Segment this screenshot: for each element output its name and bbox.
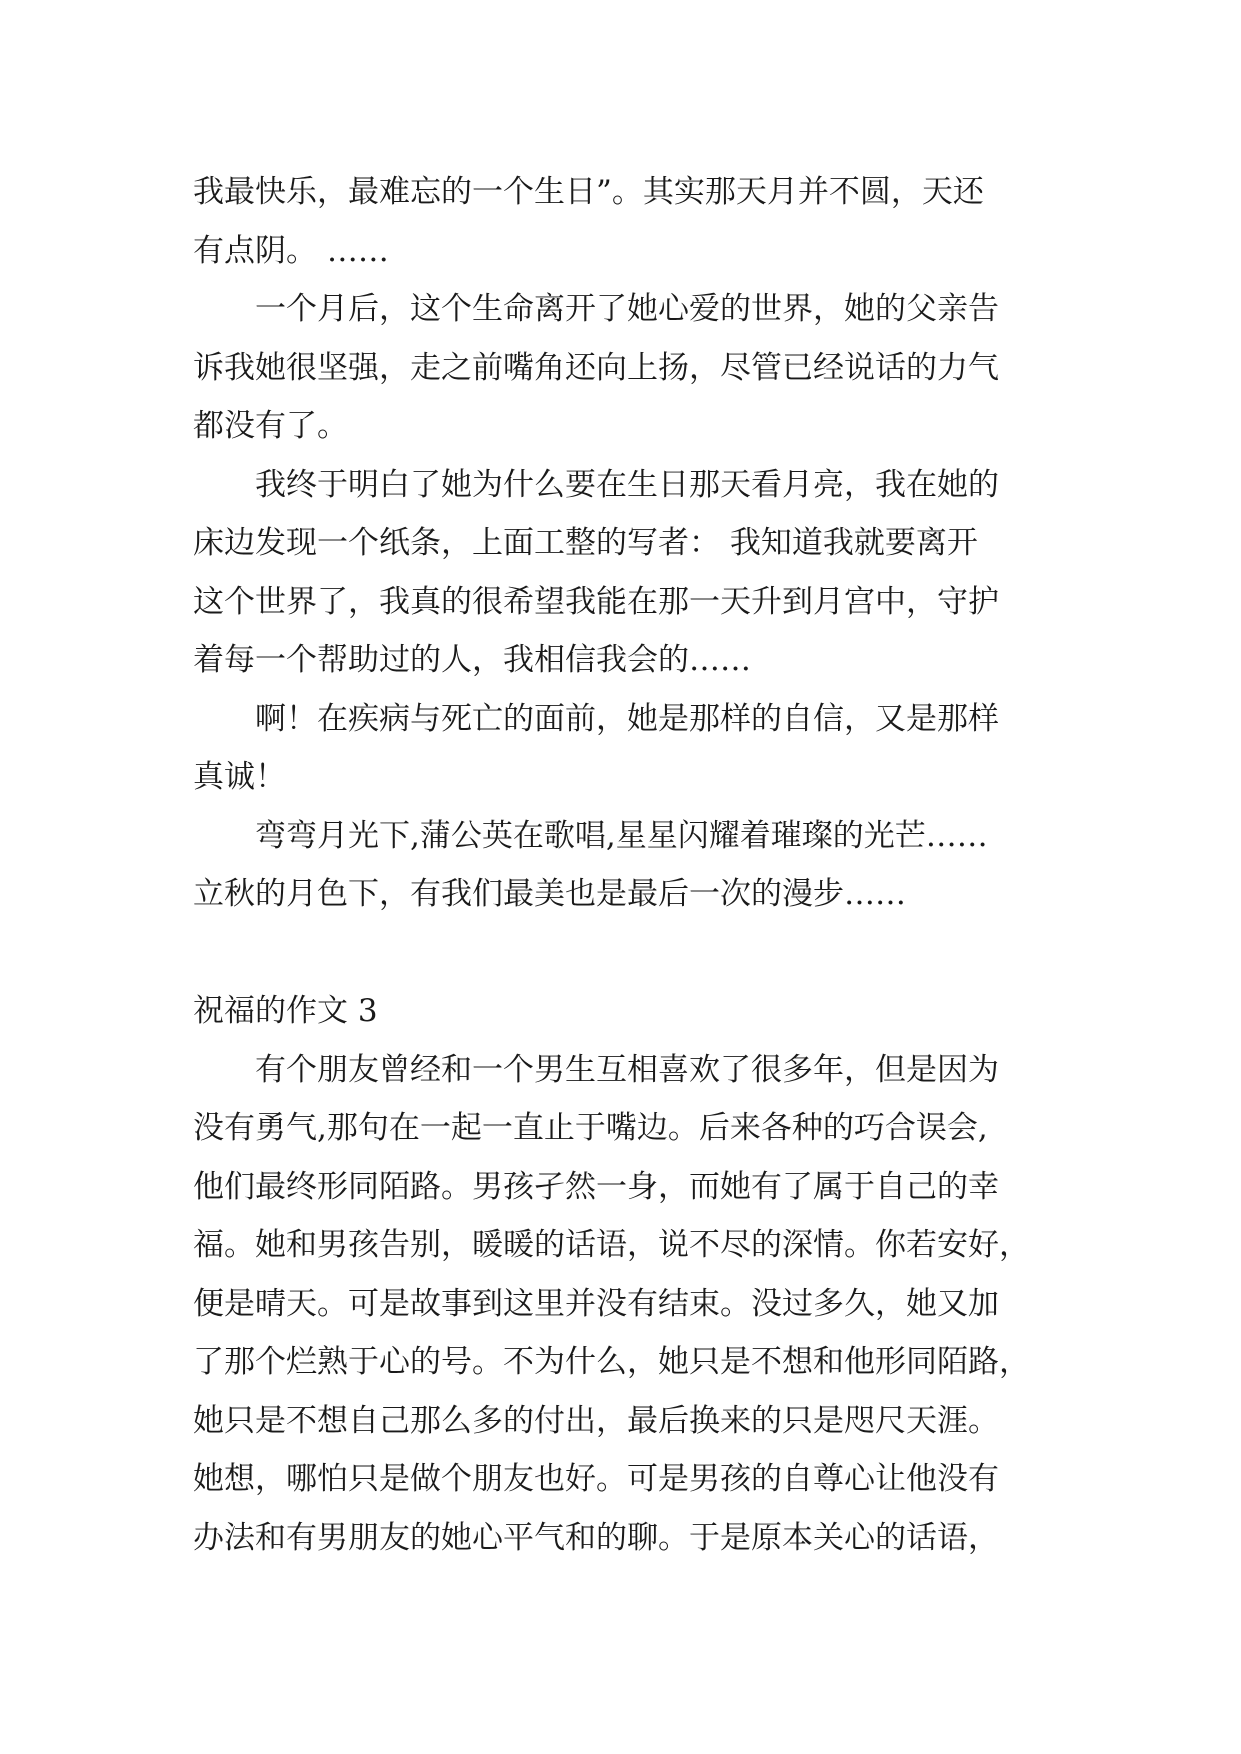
section-spacer — [193, 924, 1073, 983]
paragraph-line: 立秋的月色下，有我们最美也是最后一次的漫步…… — [193, 876, 906, 912]
paragraph-line: 啊！在疾病与死亡的面前，她是那样的自信，又是那样 — [255, 700, 999, 737]
paragraph-line: 办法和有男朋友的她心平气和的聊。于是原本关心的话语， — [193, 1519, 999, 1556]
paragraph-line: 这个世界了，我真的很希望我能在那一天升到月宫中，守护 — [193, 583, 999, 620]
paragraph-line: 着每一个帮助过的人，我相信我会的…… — [193, 642, 751, 678]
paragraph-line: 床边发现一个纸条，上面工整的写者： 我知道我就要离开 — [193, 525, 978, 561]
paragraph-line: 有点阴。 …… — [193, 232, 389, 269]
paragraph-line: 诉我她很坚强，走之前嘴角还向上扬，尽管已经说话的力气 — [193, 349, 999, 386]
paragraph-line: 了那个烂熟于心的号。不为什么，她只是不想和他形同陌路， — [193, 1344, 1030, 1380]
document-body — [193, 163, 1073, 1567]
paragraph-line: 便是晴天。可是故事到这里并没有结束。没过多久，她又加 — [193, 1285, 999, 1322]
paragraph-line: 她想，哪怕只是做个朋友也好。可是男孩的自尊心让他没有 — [193, 1461, 999, 1497]
paragraph-line: 都没有了。 — [193, 408, 348, 444]
paragraph-line: 真诚！ — [193, 759, 286, 795]
paragraph-line: 有个朋友曾经和一个男生互相喜欢了很多年，但是因为 — [255, 1051, 999, 1088]
paragraph-line: 福。她和男孩告别，暖暖的话语，说不尽的深情。你若安好， — [193, 1227, 1030, 1263]
paragraph-line: 我最快乐，最难忘的一个生日”。其实那天月并不圆，天还 — [193, 174, 984, 210]
section-title: 祝福的作文 3 — [193, 993, 378, 1029]
paragraph-line: 弯弯月光下,蒲公英在歌唱,星星闪耀着璀璨的光芒…… — [255, 817, 988, 854]
paragraph-line: 没有勇气,那句在一起一直止于嘴边。后来各种的巧合误会, — [193, 1110, 988, 1146]
paragraph-line: 一个月后，这个生命离开了她心爱的世界，她的父亲告 — [255, 291, 999, 327]
paragraph-line: 她只是不想自己那么多的付出，最后换来的只是咫尺天涯。 — [193, 1402, 999, 1439]
paragraph-line: 他们最终形同陌路。男孩孑然一身，而她有了属于自己的幸 — [193, 1168, 999, 1205]
paragraph-line: 我终于明白了她为什么要在生日那天看月亮，我在她的 — [255, 466, 999, 503]
